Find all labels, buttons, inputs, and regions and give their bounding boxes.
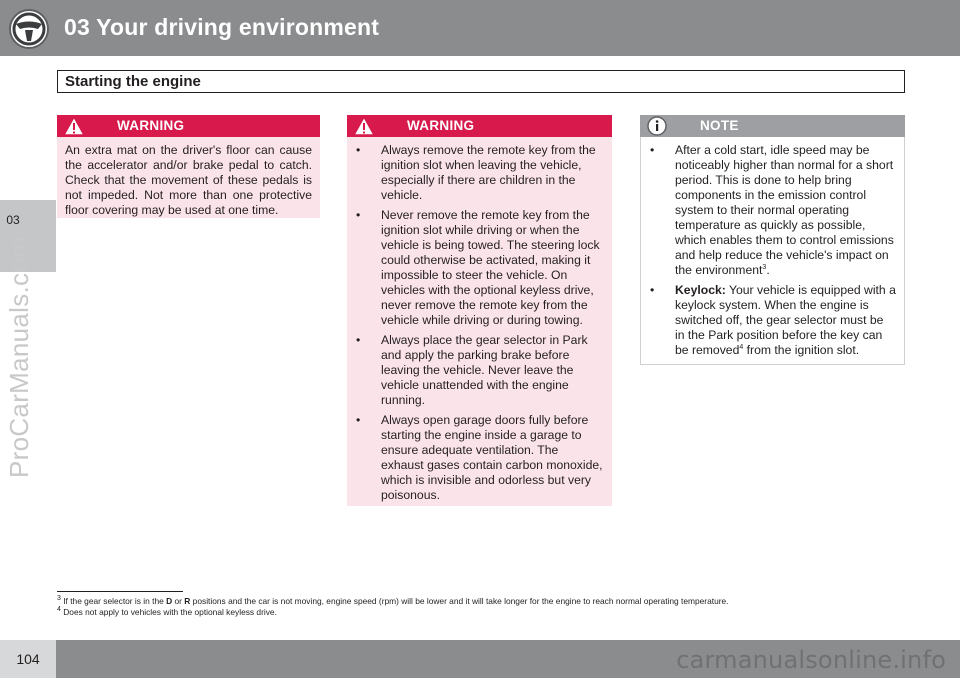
footnote-text: Does not apply to vehicles with the optional keyless drive.: [63, 607, 277, 617]
footnote-divider: [57, 591, 183, 592]
list-item: • After a cold start, idle speed may be noticeably higher than normal for a short period. This is done to help bring components in the emission control system to their normal operating temperature as quickly as possible, which enables them to control emissions and help reduce the vehicle's impact on the environment$^3$.: [650, 143, 894, 277]
footnote-number: 3: [57, 595, 61, 603]
warning-list: [349, 143, 604, 503]
note-label: NOTE: [700, 118, 739, 133]
footnote-4: [57, 607, 277, 617]
side-watermark: ProCarManuals.com: [4, 235, 34, 478]
note-item-2-end: from the ignition slot.: [743, 343, 860, 357]
note-body: [640, 137, 905, 365]
note-item-2-text: Your vehicle is equipped with a keylock system. When the engine is switched off, the gear selector must be in the Park position before the key can be removed: [675, 283, 896, 357]
warning-triangle-icon: [353, 116, 375, 136]
section-heading: [57, 70, 905, 93]
chapter-tab-number: 03: [6, 213, 20, 227]
footnote-text: If the gear selector is in the: [63, 596, 167, 606]
volvo-steering-wheel-icon: [8, 8, 50, 50]
keylock-label: Keylock:: [675, 283, 726, 297]
list-item-text: Always place the gear selector in Park and apply the parking brake before leaving the vehicle. Never leave the vehicle unattended with the engine running.: [381, 333, 588, 407]
footnote-ref-4[interactable]: 4: [739, 343, 744, 351]
note-header: [640, 115, 905, 137]
warning-body: [57, 137, 320, 218]
warning-label: WARNING: [407, 118, 475, 133]
section-title: Starting the engine: [65, 73, 201, 90]
list-item: • Never remove the remote key from the ignition slot while driving or when the vehicle is being towed. The steering lock could otherwise be activated, making it impossible to steer the vehicle. On vehicles with the optional keyless drive, never remove the remote key from the vehicle while driving or during towing.: [356, 208, 600, 327]
note-list: [643, 143, 896, 358]
list-item-text: Never remove the remote key from the ignition slot while driving or when the vehicle is being towed. The steering lock could otherwise be activated, making it impossible to steer the vehicle. On vehicles with the optional keyless drive, never remove the remote key from the vehicle while driving or during towing.: [381, 208, 600, 327]
list-item: • Always open garage doors fully before starting the engine inside a garage to ensure adequate ventilation. The exhaust gases contain carbon monoxide, which is invisible and odorless but very poisonous.: [356, 413, 603, 502]
warning-label: WARNING: [117, 118, 185, 133]
warning-header: [347, 115, 612, 137]
warning-text: An extra mat on the driver's floor can cause the accelerator and/or brake pedal to catch. Check that the movement of these pedals is not impeded. Not more than one protective floor covering may be used at one time.: [65, 143, 312, 217]
note-item-1-text: After a cold start, idle speed may be noticeably higher than normal for a short period. This is done to help bring components in the emission control system to their normal operating temperature as quickly as possible, which enables them to control emissions and help reduce the vehicle's impact on the environment: [675, 143, 894, 277]
gear-d: D: [166, 596, 173, 606]
warning-box-1: [57, 115, 320, 218]
info-circle-icon: [646, 116, 668, 136]
list-item-text: Always remove the remote key from the ignition slot when leaving the vehicle, especially if there are children in the vehicle.: [381, 143, 596, 202]
warning-box-2: [347, 115, 612, 506]
page-number: 104: [16, 651, 40, 667]
footnote-text: or: [172, 596, 185, 606]
note-item-1-end: .: [766, 263, 770, 277]
footnote-3: [57, 596, 729, 606]
note-box: [640, 115, 905, 365]
warning-body: [347, 137, 612, 506]
footnote-ref-3[interactable]: 3: [762, 263, 767, 271]
gear-r: R: [184, 596, 191, 606]
footnote-number: 4: [57, 606, 61, 614]
warning-triangle-icon: [63, 116, 85, 136]
chapter-title: 03 Your driving environment: [64, 14, 380, 40]
list-item: • Always place the gear selector in Park and apply the parking brake before leaving the vehicle. Never leave the vehicle unattended with the engine running.: [356, 333, 588, 407]
footnote-text: positions and the car is not moving, engine speed (rpm) will be lower and it will take longer for the engine to reach normal operating temperature.: [190, 596, 729, 606]
warning-header: [57, 115, 320, 137]
list-item: • Keylock: Your vehicle is equipped with a keylock system. When the engine is switched off, the gear selector must be in the Park position before the key can be removed$^4$ from the ignition slot.: [650, 283, 896, 357]
bottom-watermark: carmanualsonline.info: [676, 646, 946, 674]
list-item-text: Always open garage doors fully before starting the engine inside a garage to ensure adequate ventilation. The exhaust gases contain carbon monoxide, which is invisible and odorless but very poisonous.: [381, 413, 603, 502]
list-item: • Always remove the remote key from the ignition slot when leaving the vehicle, especially if there are children in the vehicle.: [356, 143, 596, 202]
